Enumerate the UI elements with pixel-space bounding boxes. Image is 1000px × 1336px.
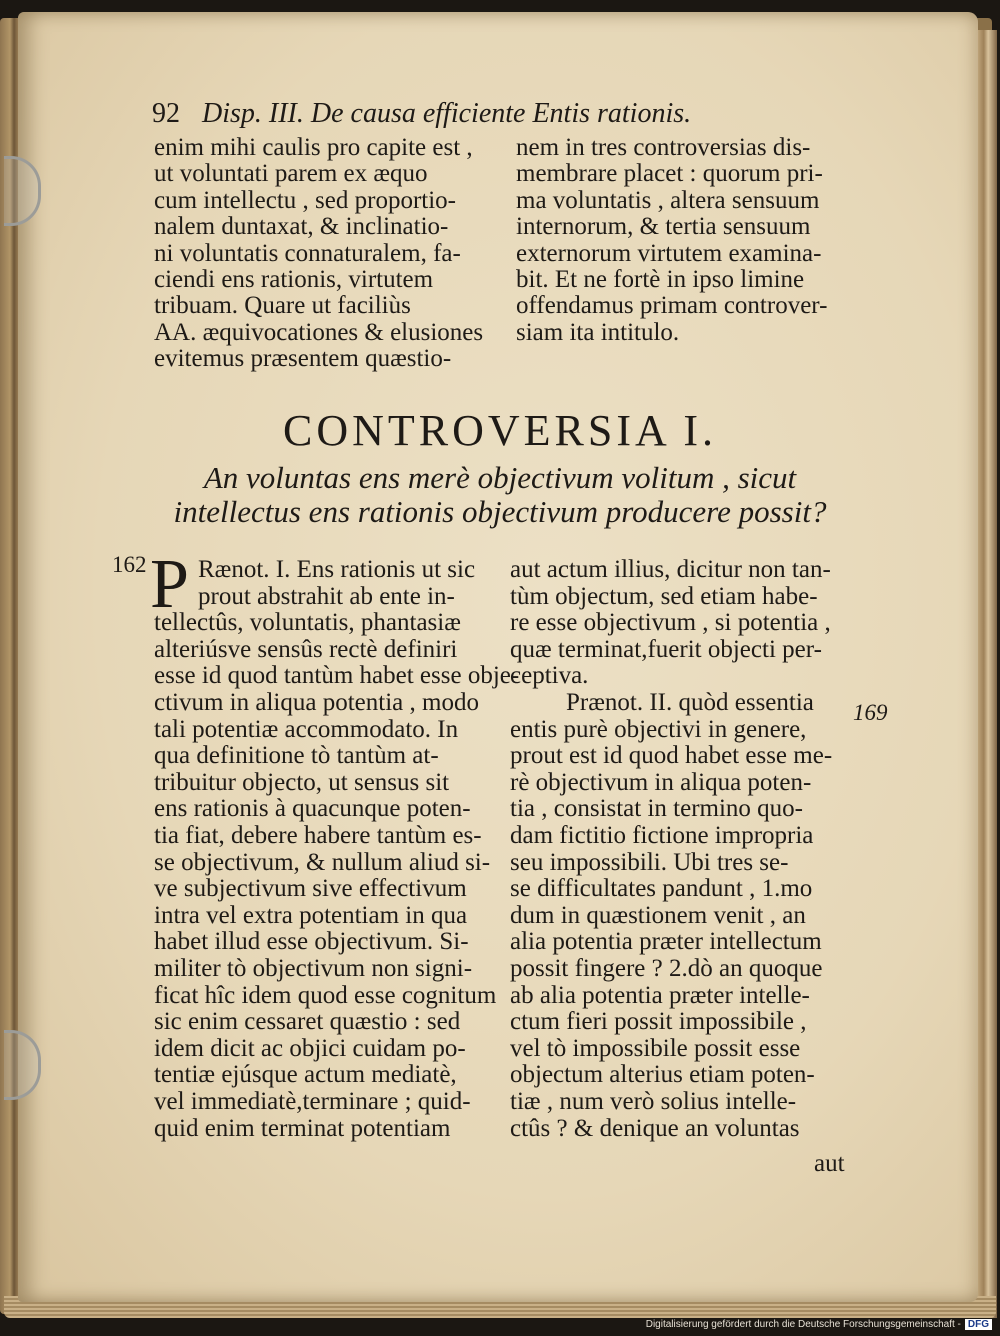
margin-number-left: 162 — [112, 552, 147, 577]
page-number: 92 — [152, 98, 180, 129]
catchword: aut — [814, 1150, 845, 1177]
text-line: ctûs ? & denique an voluntas — [510, 1114, 800, 1142]
text-line: aut actum illius, dicitur non tan- — [510, 556, 831, 583]
text-line: entis purè objectivi in genere, — [510, 715, 807, 743]
text-line: ens rationis à quacunque poten- — [154, 795, 471, 823]
text-line: tribuam. Quare ut faciliùs — [154, 292, 411, 320]
running-header — [152, 98, 691, 130]
text-line: alteriúsve sensûs rectè definiri — [154, 635, 458, 663]
text-line: intra vel extra potentiam in qua — [154, 901, 468, 929]
text-line: ctum fieri possit impossibile , — [510, 1008, 807, 1036]
text-line: ve subjectivum sive effectivum — [154, 875, 467, 903]
section-title: CONTROVERSIA I. — [282, 406, 718, 455]
page-edge-right — [975, 30, 997, 1318]
text-line: quid enim terminat potentiam — [154, 1114, 451, 1142]
text-line: ma voluntatis , altera sensuum — [516, 186, 820, 214]
text-line: prout abstrahit ab ente in- — [198, 582, 455, 610]
text-line: cum intellectu , sed proportio- — [154, 186, 457, 214]
text-line: tellectûs, voluntatis, phantasiæ — [154, 609, 461, 637]
credit-text: Digitalisierung gefördert durch die Deutsche Forschungsgemeinschaft - — [645, 1319, 961, 1330]
text-line: se difficultates pandunt , 1.mo — [510, 875, 813, 903]
text-line: prout est id quod habet esse me- — [510, 742, 833, 770]
text-line: tia fiat, debere habere tantùm es- — [154, 822, 482, 849]
text-line: militer tò objectivum non signi- — [154, 955, 473, 982]
text-line: AA. æquivocationes & elusiones — [154, 318, 484, 346]
running-title: Disp. III. De causa efficiente Entis rationis. — [202, 98, 692, 129]
text-line: nem in tres controversias dis- — [516, 134, 811, 161]
text-line: esse id quod tantùm habet esse obje- — [154, 662, 520, 690]
text-line: Rænot. I. Ens rationis ut sic — [198, 556, 476, 583]
text-line: possit fingere ? 2.dò an quoque — [510, 955, 823, 982]
text-line: ceptiva. — [510, 662, 589, 690]
text-line: nalem duntaxat, & inclinatio- — [154, 213, 449, 241]
text-line: ab alia potentia præter intelle- — [510, 981, 810, 1009]
text-line: dam fictitio fictione impropria — [510, 822, 814, 849]
margin-number-right: 169 — [853, 700, 888, 725]
text-line: evitemus præsentem quæstio- — [154, 345, 452, 373]
text-line: tentiæ ejúsque actum mediatè, — [154, 1061, 457, 1089]
text-line: ctivum in aliqua potentia , modo — [154, 689, 479, 716]
text-line: ni voluntatis connaturalem, fa- — [154, 239, 461, 267]
text-line: enim mihi caulis pro capite est , — [154, 134, 473, 161]
text-line: re esse objectivum , si potentia , — [510, 609, 831, 637]
text-line: tùm objectum, sed etiam habe- — [510, 582, 818, 610]
text-line: Prænot. II. quòd essentia — [566, 689, 814, 716]
text-line: bit. Et ne fortè in ipso limine — [516, 266, 805, 293]
text-line: se objectivum, & nullum aliud si- — [154, 848, 491, 876]
dfg-logo: DFG — [965, 1319, 992, 1330]
text-line: vel immediatè,terminare ; quid- — [154, 1088, 471, 1115]
text-line: offendamus primam controver- — [516, 292, 828, 320]
text-line: ficat hîc idem quod esse cognitum — [154, 981, 497, 1009]
text-line: habet illud esse objectivum. Si- — [154, 928, 469, 956]
text-line: tali potentiæ accommodato. In — [154, 715, 459, 743]
text-line: idem dicit ac objici cuidam po- — [154, 1034, 466, 1062]
text-line: siam ita intitulo. — [516, 318, 680, 346]
text-line: quæ terminat,fuerit objecti per- — [510, 635, 822, 663]
text-line: ut voluntati parem ex æquo — [154, 160, 428, 188]
text-line: objectum alterius etiam poten- — [510, 1061, 815, 1089]
text-line: vel tò impossibile possit esse — [510, 1034, 801, 1062]
text-line: sic enim cessaret quæstio : sed — [154, 1008, 461, 1036]
drop-cap: P — [150, 546, 189, 623]
text-line: tia , consistat in termino quo- — [510, 795, 804, 823]
text-line: tribuitur objecto, ut sensus sit — [154, 768, 450, 796]
text-line: rè objectivum in aliqua poten- — [510, 768, 812, 796]
section-subtitle-line2: intellectus ens rationis objectivum producere possit? — [173, 494, 827, 529]
text-line: membrare placet : quorum pri- — [516, 160, 823, 188]
text-line: ciendi ens rationis, virtutem — [154, 266, 434, 293]
text-line: internorum, & tertia sensuum — [516, 213, 811, 241]
text-line: qua definitione tò tantùm at- — [154, 742, 439, 770]
digitization-credit — [646, 1319, 992, 1330]
section-subtitle-line1: An voluntas ens merè objectivum volitum , sicut — [203, 460, 797, 495]
text-line: tiæ , num verò solius intelle- — [510, 1088, 797, 1115]
text-line: dum in quæstionem venit , an — [510, 901, 806, 929]
text-line: externorum virtutem examina- — [516, 239, 822, 267]
text-line: seu impossibili. Ubi tres se- — [510, 848, 789, 876]
text-line: alia potentia præter intellectum — [510, 928, 822, 956]
